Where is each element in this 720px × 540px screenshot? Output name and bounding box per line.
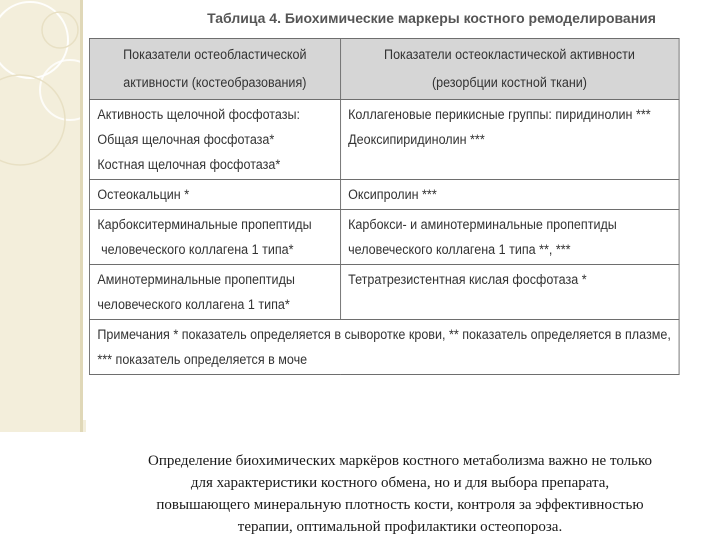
cell-line: Аминотерминальные пропептиды [97,272,295,287]
cell-line: Деоксипиридинолин *** [348,132,485,147]
table-cell [340,100,679,180]
decorative-circles [0,0,86,432]
markers-table [89,38,679,375]
header-line: активности (костеобразования) [123,75,307,90]
table-cell [340,180,679,210]
table-row [89,265,678,320]
caption-text [82,450,718,538]
table-row [89,180,678,210]
cell-line: Карбокси- и аминотерминальные пропептиды [348,217,617,232]
table-container [83,0,720,420]
note-line: Примечания * показатель определяется в сыворотке крови, ** показатель определяется в плазме, [97,327,671,342]
header-line: Показатели остеокластической активности [384,47,635,62]
cell-line: Общая щелочная фосфотаза* [97,132,275,147]
table-cell [89,210,340,265]
cell-line: Активность щелочной фосфотазы: [97,107,301,122]
table-cell [89,180,340,210]
cell-line: Оксипролин *** [348,187,437,202]
table-cell [89,100,340,180]
table-row [89,210,678,265]
caption-line: терапии, оптимальной профилактики остеопороза. [237,519,563,535]
header-line: Показатели остеобластической [123,47,307,62]
decorative-side-panel [0,0,86,432]
table-header-row [89,39,678,100]
cell-line: Коллагеновые перикисные группы: пиридинолин *** [348,107,651,122]
header-osteoblastic [89,39,340,100]
cell-line: человеческого коллагена 1 типа* [101,242,294,257]
table-row [89,100,678,180]
table-note-row [89,320,678,375]
note-line: *** показатель определяется в моче [97,352,308,367]
caption-line: повышающего минеральную плотность кости, контроля за эффективностью [156,497,644,513]
cell-line: Тетратрезистентная кислая фосфотаза * [348,272,587,287]
cell-line: Костная щелочная фосфотаза* [97,157,281,172]
table-note [89,320,678,375]
caption-line: для характеристики костного обмена, но и для выбора препарата, [190,475,610,491]
cell-line: Карбокситерминальные пропептиды [97,217,312,232]
cell-line: человеческого коллагена 1 типа **, *** [348,242,571,257]
table-cell [89,265,340,320]
table-cell [340,265,679,320]
header-osteoclastic [340,39,679,100]
header-line: (резорбции костной ткани) [431,75,587,90]
caption-line: Определение биохимических маркёров костного метаболизма важно не только [148,453,652,469]
table-cell [340,210,679,265]
cell-line: Остеокальцин * [97,187,190,202]
cell-line: человеческого коллагена 1 типа* [97,297,290,312]
table-title: Таблица 4. Биохимические маркеры костного ремоделирования [83,0,720,36]
